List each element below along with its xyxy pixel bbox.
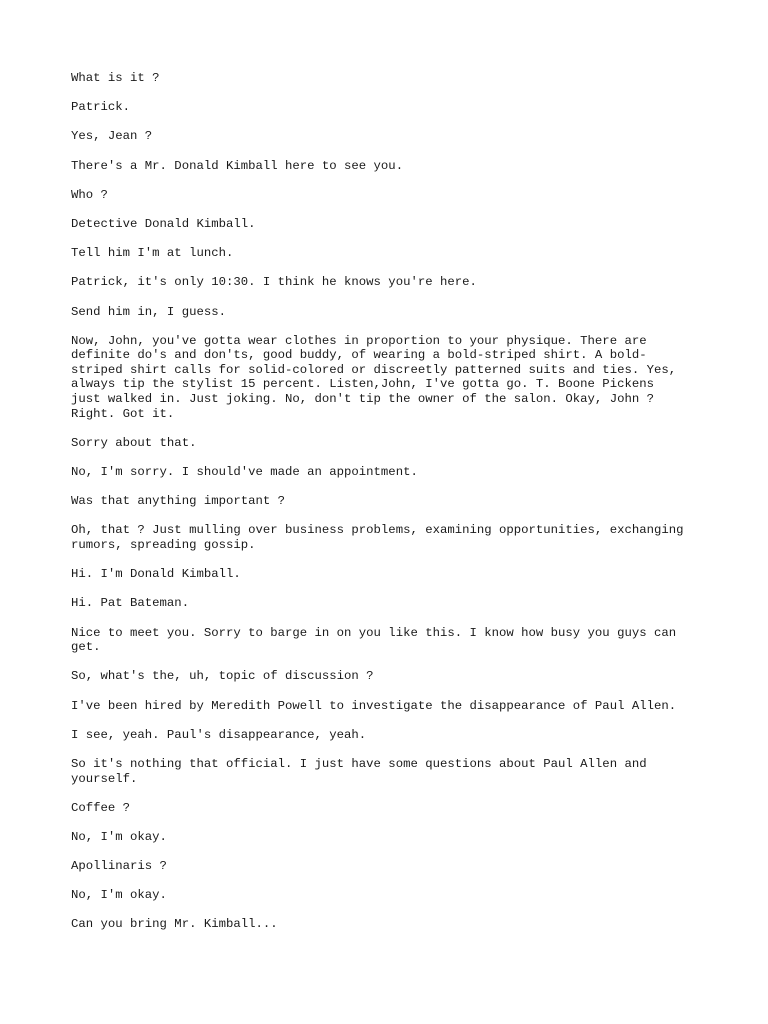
dialogue-line: Hi. I'm Donald Kimball. [71, 567, 241, 582]
dialogue-line: Send him in, I guess. [71, 304, 226, 319]
dialogue-paragraph: So it's nothing that official. I just have some questions about Paul Allen and yourself. [71, 756, 647, 786]
dialogue-line: Yes, Jean ? [71, 129, 153, 144]
dialogue-line: There's a Mr. Donald Kimball here to see you. [71, 158, 404, 173]
dialogue-line: Patrick, it's only 10:30. I think he knows you're here. [71, 275, 477, 290]
dialogue-line: Coffee ? [71, 800, 131, 815]
dialogue-line: Who ? [71, 187, 108, 202]
dialogue-line: Apollinaris ? [71, 859, 167, 874]
dialogue-line: So, what's the, uh, topic of discussion ? [71, 669, 374, 684]
dialogue-paragraph: Oh, that ? Just mulling over business problems, examining opportunities, exchanging rumors, spreading gossip. [71, 523, 684, 552]
dialogue-line: Detective Donald Kimball. [71, 216, 256, 231]
dialogue-paragraph: Nice to meet you. Sorry to barge in on you like this. I know how busy you guys can get. [71, 625, 677, 655]
dialogue-line: Hi. Pat Bateman. [71, 596, 190, 611]
dialogue-line: No, I'm sorry. I should've made an appointment. [71, 465, 418, 480]
dialogue-line: No, I'm okay. [71, 888, 167, 903]
document-body [71, 71, 701, 947]
dialogue-paragraph: Now, John, you've gotta wear clothes in proportion to your physique. There are definite do's and don'ts, good buddy, of wearing a bold-striped shirt. A bold- striped shirt calls for solid-colored or discreetly patterned suits and ties. Yes, always tip the stylist 15 percent. Listen,John, I've gotta go. T. Boone Pickens just walked in. Just joking. No, don't tip the owner of the salon. Okay, John ? Right. Got it. [71, 333, 677, 421]
dialogue-line: No, I'm okay. [71, 829, 167, 844]
dialogue-line: I've been hired by Meredith Powell to investigate the disappearance of Paul Allen. [71, 698, 677, 713]
dialogue-line: Sorry about that. [71, 435, 197, 450]
dialogue-line: I see, yeah. Paul's disappearance, yeah. [71, 727, 367, 742]
dialogue-line: Tell him I'm at lunch. [71, 246, 234, 261]
dialogue-line: Can you bring Mr. Kimball... [71, 917, 278, 932]
dialogue-line: Was that anything important ? [71, 494, 286, 509]
dialogue-line: What is it ? [71, 71, 160, 85]
dialogue-line: Patrick. [71, 100, 131, 115]
